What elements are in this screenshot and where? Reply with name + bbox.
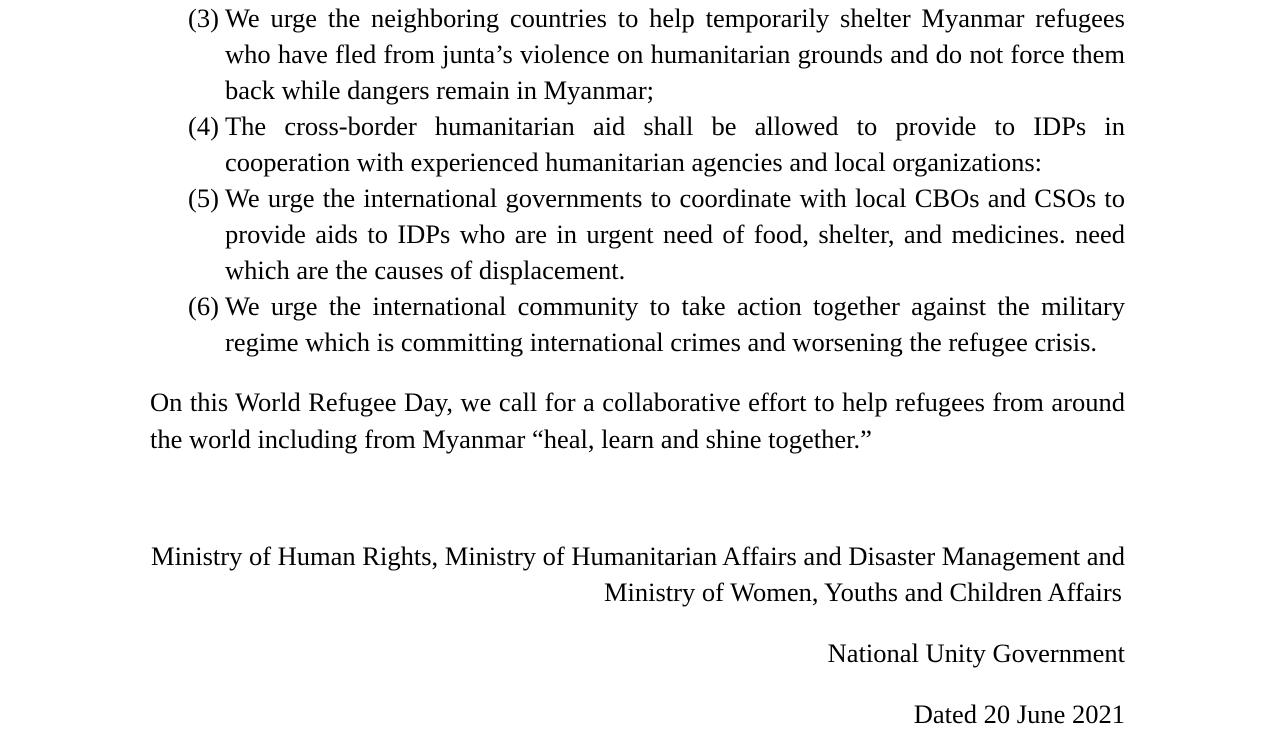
point-text: We urge the international community to take action together against the military regime which is committing international crimes and worsening the refugee crisis. <box>225 291 1125 357</box>
closing-paragraph: On this World Refugee Day, we call for a collaborative effort to help refugees from around the world including from Myanmar “heal, learn and shine together.” <box>150 387 1125 454</box>
list-item <box>188 288 1125 360</box>
point-text: We urge the neighboring countries to help temporarily shelter Myanmar refugees who have fled from junta’s violence on humanitarian grounds and do not force them back while dangers remain in Myanmar; <box>225 3 1125 105</box>
point-number: (5) <box>188 183 219 213</box>
signature-ministries-line-2: Ministry of Women, Youths and Children Affairs <box>603 577 1122 607</box>
point-text: We urge the international governments to coordinate with local CBOs and CSOs to provide aids to IDPs who are in urgent need of food, shelter, and medicines. need which are the causes of displacement. <box>225 183 1125 285</box>
point-number: (4) <box>188 111 219 141</box>
signature-date: Dated 20 June 2021 <box>913 699 1125 729</box>
point-text: The cross-border humanitarian aid shall be allowed to provide to IDPs in cooperation with experienced humanitarian agencies and local organizations: <box>225 111 1125 177</box>
list-item <box>188 0 1125 108</box>
point-number: (3) <box>188 3 219 33</box>
numbered-points-list <box>188 0 1125 360</box>
point-number: (6) <box>188 291 219 321</box>
signature-organization: National Unity Government <box>827 638 1125 668</box>
list-item <box>188 180 1125 288</box>
signature-ministries-line-1: Ministry of Human Rights, Ministry of Humanitarian Affairs and Disaster Management and <box>151 541 1125 571</box>
list-item <box>188 108 1125 180</box>
